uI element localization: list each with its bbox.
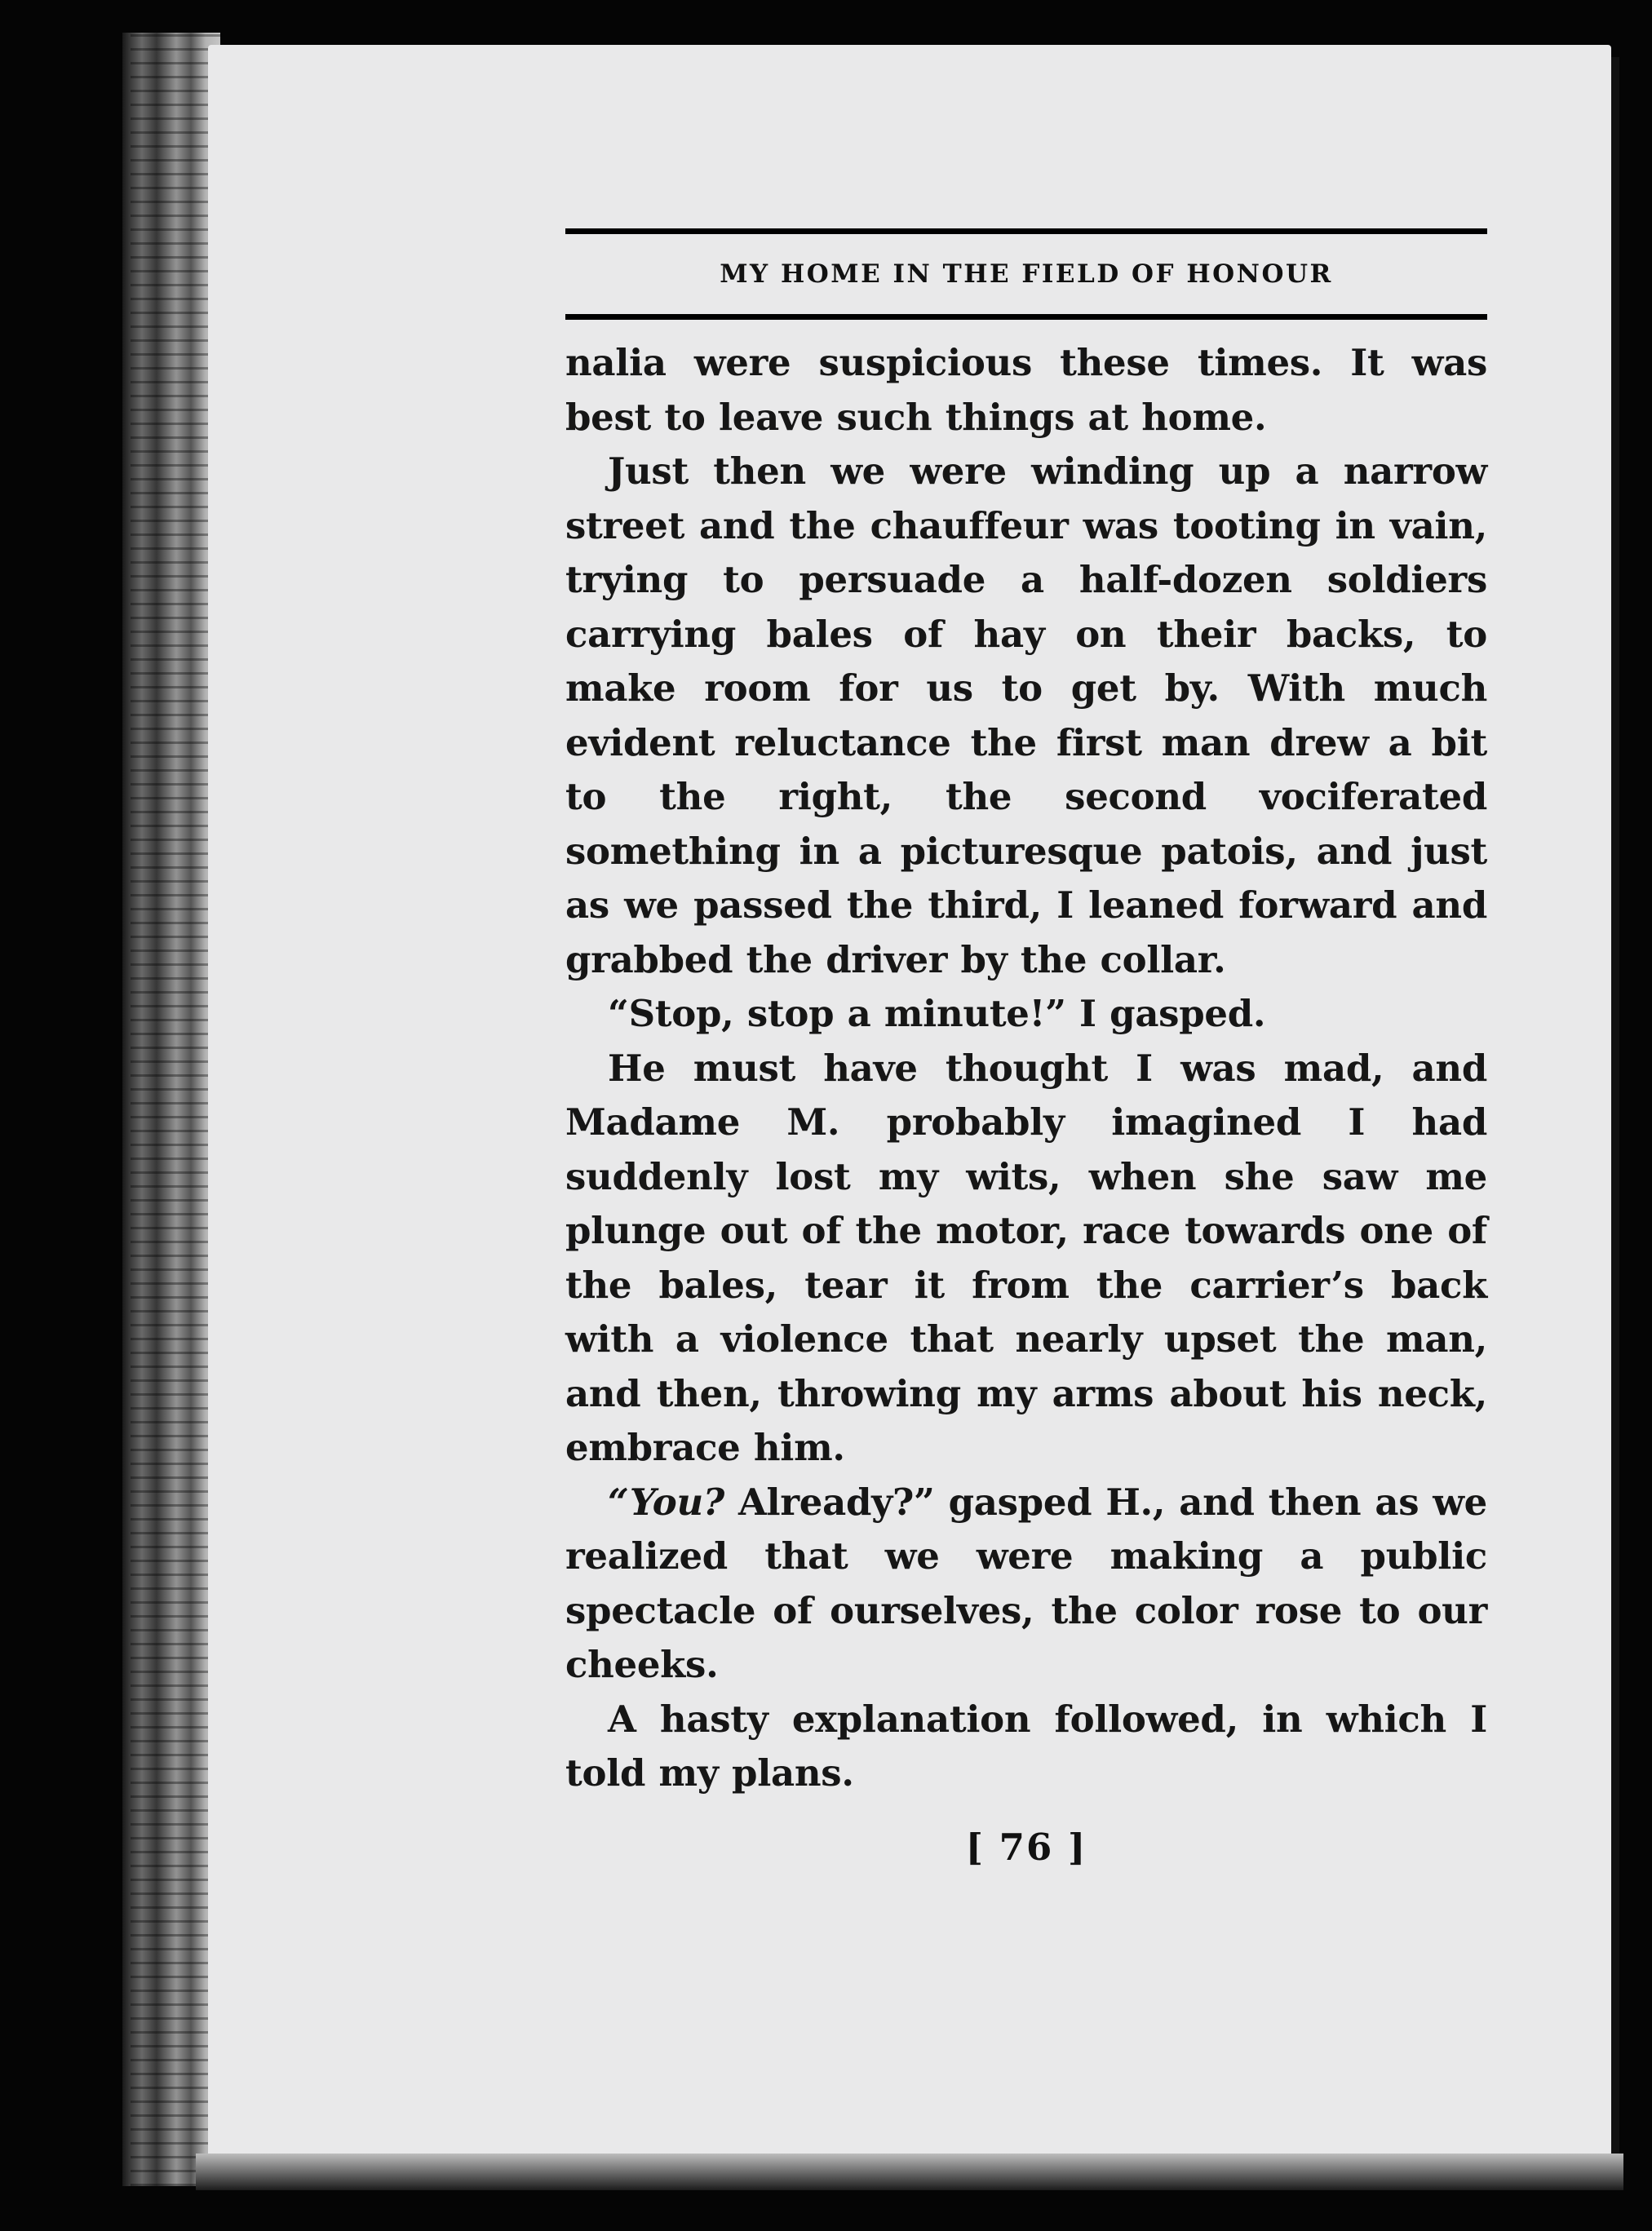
paragraph-5-text: Already?” gasped H., and then as we realized that we were making a public spectacle of ourselves, the color rose to our cheeks.	[565, 1480, 1487, 1686]
paragraph-2: Just then we were winding up a narrow street and the chauffeur was tooting in vain, trying to persuade a half-dozen soldiers carrying bales of hay on their backs, to make room for us to get by. With much evident reluctance the first man drew a bit to the right, the second vociferated something in a picturesque patois, and just as we passed the third, I leaned forward and grabbed the driver by the collar.	[565, 449, 1487, 981]
paragraph-4: He must have thought I was mad, and Madame M. probably imagined I had suddenly lost my wits, when she saw me plunge out of the motor, race towards one of the bales, tear it from the carrier’s back with a violence that nearly upset the man, and then, throwing my arms about his neck, embrace him.	[565, 1046, 1487, 1469]
binding-texture	[131, 33, 220, 2186]
paragraph-1: nalia were suspicious these times. It was best to leave such things at home.	[565, 341, 1487, 439]
paragraph-3: “Stop, stop a minute!” I gasped.	[608, 992, 1266, 1035]
page-bottom-edge	[196, 2154, 1623, 2190]
header-rule-bottom	[565, 314, 1487, 320]
page-number: [ 76 ]	[965, 1825, 1087, 1869]
paragraph-5-italic-lead: “You?	[608, 1480, 724, 1524]
header-rule-top	[565, 228, 1487, 234]
paragraph-5	[565, 1476, 1487, 1693]
page-right-edge	[1611, 57, 1619, 2178]
page-content	[565, 228, 1487, 1869]
paragraph-6: A hasty explanation followed, in which I told my plans.	[565, 1697, 1487, 1795]
running-head: MY HOME IN THE FIELD OF HONOUR	[720, 259, 1333, 289]
body-text	[565, 336, 1487, 1801]
